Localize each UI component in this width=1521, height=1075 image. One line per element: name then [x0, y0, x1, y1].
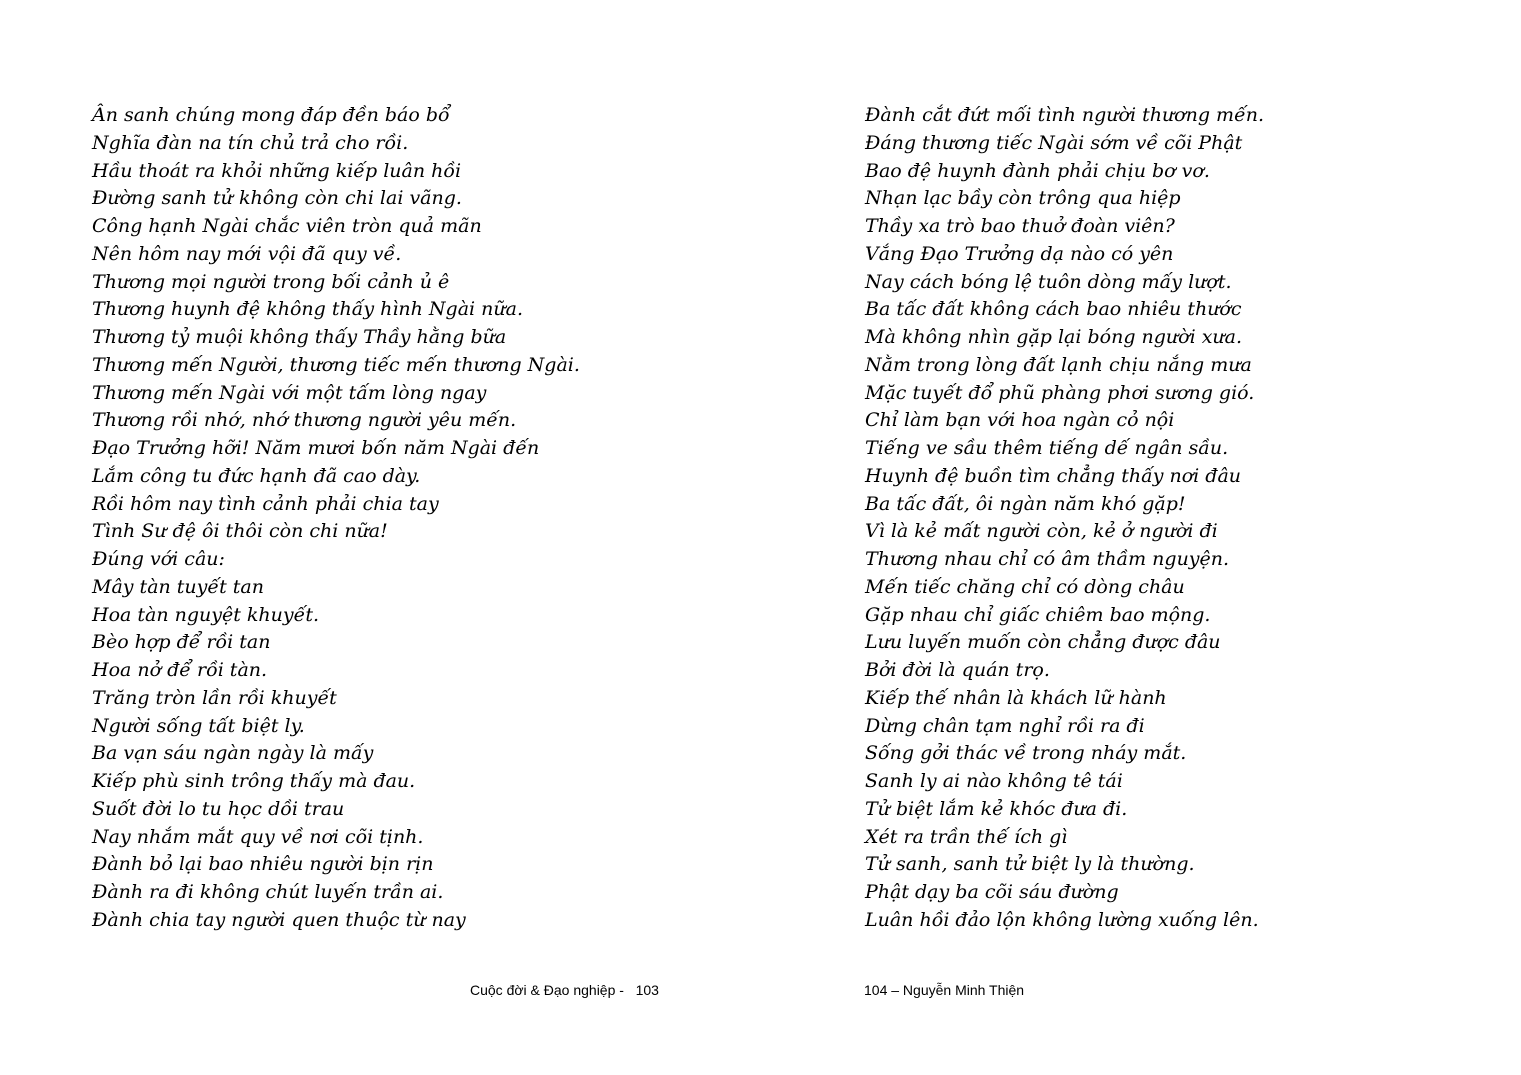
poem-line: Đường sanh tử không còn chi lai vãng. — [92, 187, 462, 210]
poem-line: Suốt đời lo tu học dồi trau — [92, 797, 345, 820]
poem-line: Rồi hôm nay tình cảnh phải chia tay — [92, 492, 439, 515]
poem-line: Xét ra trần thế ích gì — [865, 825, 1068, 848]
right-page — [760, 0, 1521, 1075]
poem-line: Đành chia tay người quen thuộc từ nay — [92, 908, 466, 931]
poem-line: Thương mến Ngài với một tấm lòng ngay — [92, 381, 487, 404]
poem-line: Mây tàn tuyết tan — [92, 575, 264, 598]
poem-line: Sống gởi thác về trong nháy mắt. — [865, 742, 1187, 765]
poem-line: Hoa tàn nguyệt khuyết. — [92, 603, 319, 626]
poem-line: Thương rồi nhớ, nhớ thương người yêu mến. — [92, 409, 517, 432]
poem-line: Vắng Đạo Trưởng dạ nào có yên — [865, 242, 1174, 265]
poem-line: Đành bỏ lại bao nhiêu người bịn rịn — [92, 853, 434, 876]
poem-line: Lắm công tu đức hạnh đã cao dày. — [92, 464, 421, 487]
poem-line: Người sống tất biệt ly. — [92, 714, 305, 737]
poem-line: Ba tấc đất không cách bao nhiêu thước — [865, 298, 1242, 321]
poem-line: Tình Sư đệ ôi thôi còn chi nữa! — [92, 520, 388, 543]
poem-line: Hầu thoát ra khỏi những kiếp luân hồi — [92, 159, 462, 182]
poem-line: Đúng với câu: — [92, 548, 225, 570]
poem-line: Nằm trong lòng đất lạnh chịu nắng mưa — [865, 353, 1252, 376]
poem-line: Đành ra đi không chút luyến trần ai. — [92, 881, 444, 903]
poem-line: Thầy xa trò bao thuở đoàn viên? — [865, 215, 1175, 237]
poem-line: Thương mến Người, thương tiếc mến thương Ngài. — [92, 353, 580, 376]
poem-line: Phật dạy ba cõi sáu đường — [865, 881, 1119, 903]
poem-line: Bao đệ huynh đành phải chịu bơ vơ. — [865, 159, 1210, 182]
poem-line: Vì là kẻ mất người còn, kẻ ở người đi — [865, 520, 1218, 543]
poem-line: Huynh đệ buồn tìm chẳng thấy nơi đâu — [865, 464, 1242, 487]
poem-line: Mặc tuyết đổ phũ phàng phơi sương gió. — [865, 381, 1255, 404]
poem-line: Luân hồi đảo lộn không lường xuống lên. — [865, 908, 1259, 931]
poem-line: Bèo hợp để rồi tan — [92, 631, 271, 654]
poem-line: Thương tỷ muội không thấy Thầy hằng bữa — [92, 326, 507, 348]
poem-line: Nay cách bóng lệ tuôn dòng mấy lượt. — [865, 270, 1232, 293]
poem-line: Nghĩa đàn na tín chủ trả cho rồi. — [92, 131, 409, 154]
left-page-footer: Cuộc đời & Đạo nghiệp - 103 — [470, 982, 659, 998]
poem-line: Tử sanh, sanh tử biệt ly là thường. — [865, 853, 1195, 876]
poem-line: Trăng tròn lần rồi khuyết — [92, 686, 337, 709]
poem-line: Lưu luyến muốn còn chẳng được đâu — [865, 631, 1221, 654]
poem-line: Tiếng ve sầu thêm tiếng dế ngân sầu. — [865, 437, 1229, 459]
poem-line: Công hạnh Ngài chắc viên tròn quả mãn — [92, 215, 482, 237]
poem-line: Đạo Trưởng hỡi! Năm mươi bốn năm Ngài đến — [92, 437, 540, 459]
poem-line: Nay nhắm mắt quy về nơi cõi tịnh. — [92, 825, 424, 848]
poem-line: Kiếp phù sinh trông thấy mà đau. — [92, 770, 416, 792]
poem-line: Gặp nhau chỉ giấc chiêm bao mộng. — [865, 603, 1211, 626]
right-page-footer: 104 – Nguyễn Minh Thiện — [864, 982, 1025, 998]
left-page — [0, 0, 760, 1075]
poem-line: Hoa nở để rồi tàn. — [92, 659, 268, 681]
poem-line: Thương mọi người trong bối cảnh ủ ê — [92, 270, 450, 293]
poem-line: Đành cắt đứt mối tình người thương mến. — [865, 104, 1265, 126]
poem-line: Mà không nhìn gặp lại bóng người xưa. — [865, 326, 1243, 348]
left-poem — [92, 102, 580, 935]
poem-line: Kiếp thế nhân là khách lữ hành — [865, 686, 1167, 709]
poem-line: Nhạn lạc bầy còn trông qua hiệp — [865, 187, 1181, 210]
poem-line: Ân sanh chúng mong đáp đền báo bổ — [92, 104, 450, 126]
poem-line: Thương huynh đệ không thấy hình Ngài nữa. — [92, 298, 524, 321]
poem-line: Ba tấc đất, ôi ngàn năm khó gặp! — [865, 492, 1186, 515]
poem-line: Đáng thương tiếc Ngài sớm về cõi Phật — [865, 131, 1243, 154]
poem-line: Ba vạn sáu ngàn ngày là mấy — [92, 742, 374, 765]
poem-line: Mến tiếc chăng chỉ có dòng châu — [865, 575, 1185, 598]
poem-line: Sanh ly ai nào không tê tái — [865, 770, 1123, 792]
poem-line: Chỉ làm bạn với hoa ngàn cỏ nội — [865, 409, 1175, 432]
poem-line: Thương nhau chỉ có âm thầm nguyện. — [865, 548, 1230, 570]
poem-line: Dừng chân tạm nghỉ rồi ra đi — [865, 714, 1145, 737]
poem-line: Tử biệt lắm kẻ khóc đưa đi. — [865, 797, 1128, 820]
poem-line: Nên hôm nay mới vội đã quy về. — [92, 242, 402, 265]
poem-line: Bởi đời là quán trọ. — [865, 659, 1050, 681]
right-poem — [865, 102, 1264, 935]
